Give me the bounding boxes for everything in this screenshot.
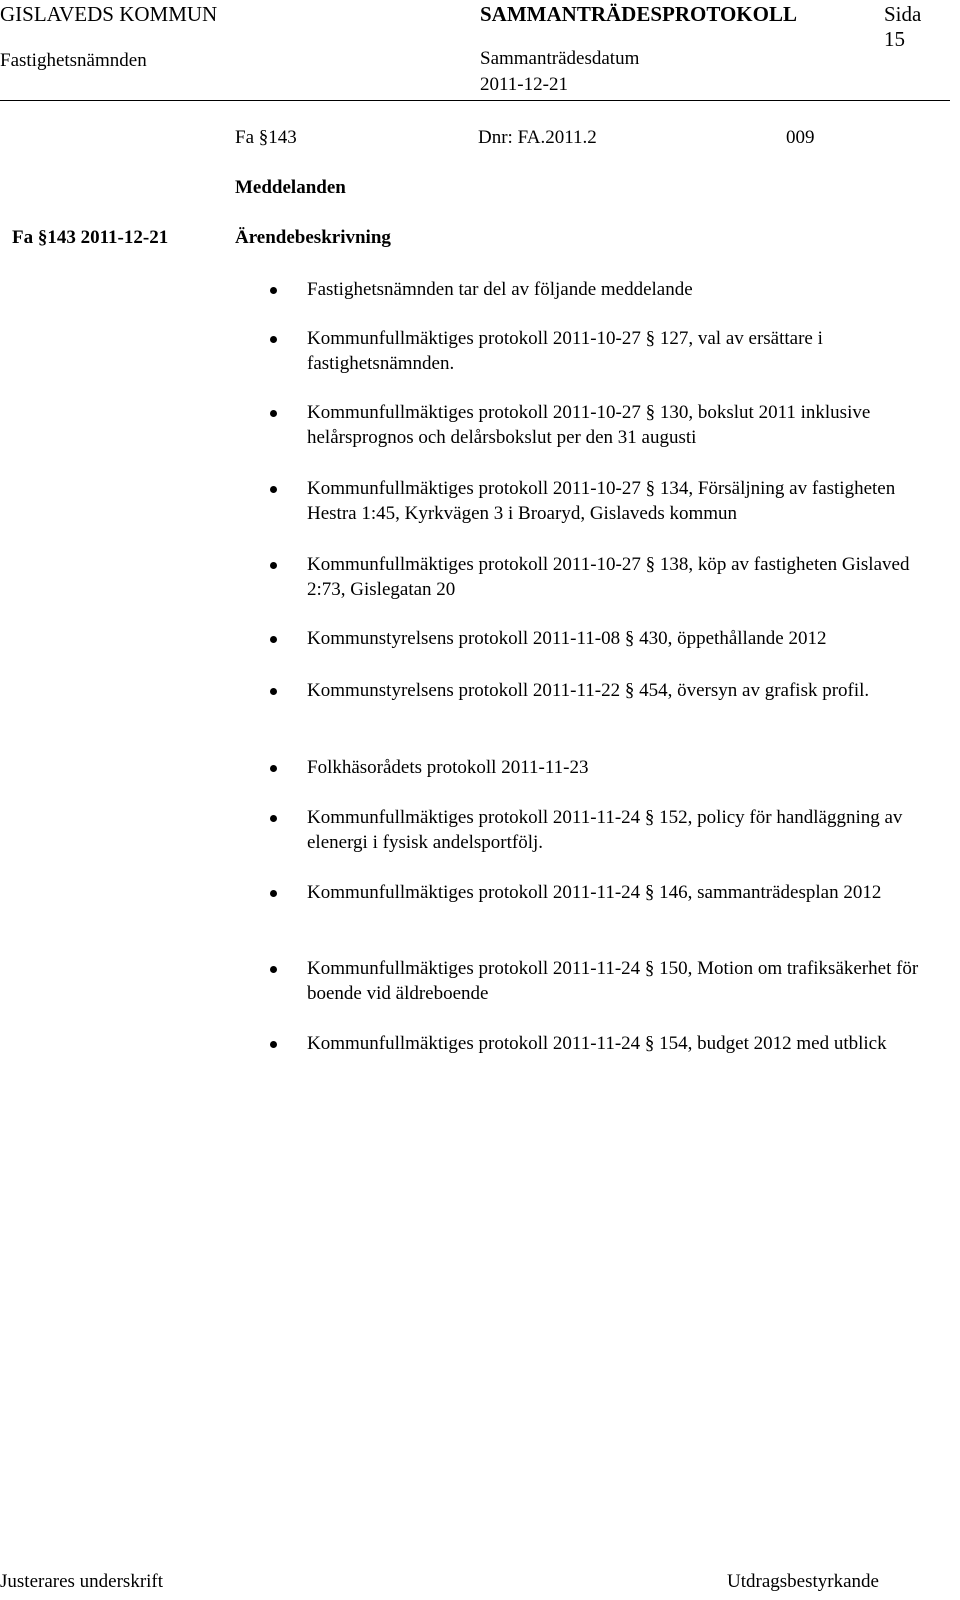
dnr-reference: Dnr: FA.2011.2 bbox=[478, 127, 597, 148]
footer-certification-label: Utdragsbestyrkande bbox=[727, 1571, 879, 1592]
bullet-icon bbox=[270, 765, 277, 772]
page-label: Sida bbox=[884, 2, 922, 26]
bullet-icon bbox=[270, 890, 277, 897]
date-label: Sammanträdesdatum bbox=[480, 48, 640, 69]
municipality-name: GISLAVEDS KOMMUN bbox=[0, 2, 218, 26]
bullet-icon bbox=[270, 287, 277, 294]
page-number: 15 bbox=[884, 27, 905, 51]
section-number: Fa §143 bbox=[235, 127, 297, 148]
subheading: Ärendebeskrivning bbox=[235, 227, 391, 248]
case-code: 009 bbox=[786, 127, 815, 148]
header-divider bbox=[0, 100, 950, 101]
page-title: Meddelanden bbox=[235, 177, 346, 198]
bullet-icon bbox=[270, 486, 277, 493]
bullet-icon bbox=[270, 410, 277, 417]
date-value: 2011-12-21 bbox=[480, 74, 568, 95]
bullet-icon bbox=[270, 562, 277, 569]
bullet-icon bbox=[270, 1041, 277, 1048]
bullet-icon bbox=[270, 966, 277, 973]
margin-reference: Fa §143 2011-12-21 bbox=[12, 227, 169, 248]
bullet-icon bbox=[270, 815, 277, 822]
bullet-icon bbox=[270, 336, 277, 343]
committee-name: Fastighetsnämnden bbox=[0, 50, 147, 71]
bullet-icon bbox=[270, 688, 277, 695]
footer-signature-label: Justerares underskrift bbox=[0, 1571, 164, 1592]
protocol-title: SAMMANTRÄDESPROTOKOLL bbox=[480, 2, 797, 26]
bullet-icon bbox=[270, 636, 277, 643]
